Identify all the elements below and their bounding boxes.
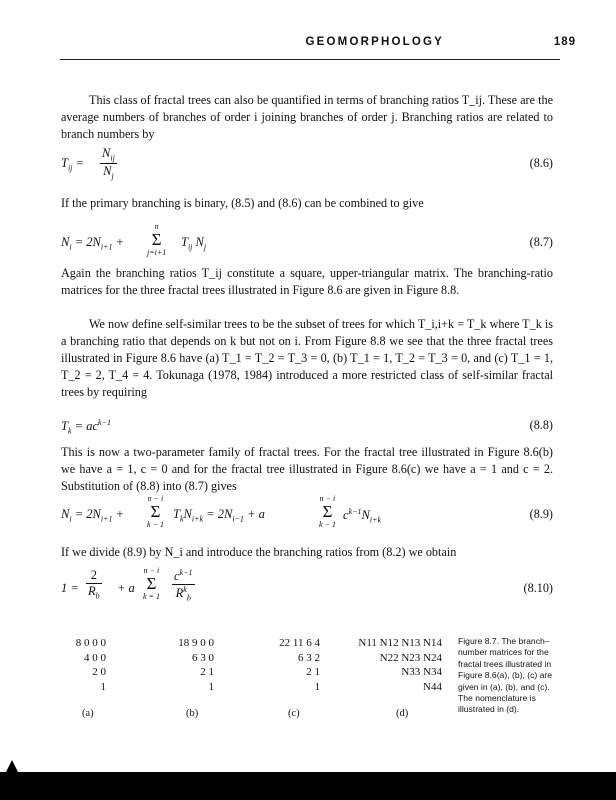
sum-lower-limit: k = 1 (143, 592, 160, 601)
sum-upper-limit: n − i (319, 494, 336, 503)
sum-upper-limit: n (154, 222, 159, 231)
matrix-row: 4 0 0 (84, 651, 106, 664)
sum-lower-limit: k − 1 (319, 520, 336, 529)
paragraph-4: We now define self-similar trees to be the subset of trees for which T_i,i+k = T_k where T_k is a branching ratio that depends on k but not on i. From Figure 8.8 we see that the three fractal trees illustrated in Figure 8.6 have (a) T_1 = T_2 = T_3 = 0, (b) T_1 = 1, T_2 = T_3 = 0, and (c) T_1 = 1, T_2 = 2, T_4 = 4. Tokunaga (1978, 1984) introduced a more restricted class of self-similar fractal trees by requiring (61, 317, 553, 399)
equation-number: (8.8) (529, 418, 553, 432)
matrix-a-label: (a) (82, 708, 94, 719)
matrix-row: 6 3 0 (192, 651, 214, 664)
matrix-row: 2 0 (92, 666, 106, 678)
paragraph-6: If we divide (8.9) by N_i and introduce the branching ratios from (8.2) we obtain (61, 545, 457, 559)
matrix-row: 2 1 (306, 666, 320, 678)
branch-number-matrices (60, 636, 460, 736)
equation-8-10: 1 = $\frac{2}{R_b}$ + a n − i Σ k = 1 $c^{k-1}$ $R^k_b$ (8.10) (61, 566, 553, 603)
matrix-d (350, 636, 442, 694)
matrix-d-label: (d) (396, 708, 409, 719)
header-rule (60, 59, 560, 60)
matrix-row: N33 N34 (401, 666, 442, 678)
matrix-row: 6 3 2 (298, 651, 320, 664)
equation-number: (8.9) (529, 507, 553, 521)
sum-lower-limit: k − 1 (147, 520, 164, 529)
matrix-row: 1 (314, 680, 320, 693)
matrix-row: N22 N23 N24 (379, 651, 442, 664)
equation-number: (8.7) (529, 235, 553, 249)
page-bottom-edge (0, 772, 616, 800)
figure-caption: Figure 8.7. The branch–number matrices for the fractal trees illustrated in Figure 8.6(a), (b), (c) are given in (a), (b), and (c). The nomenclature is illustrated in (d). (458, 636, 553, 715)
corner-mark (6, 760, 18, 772)
matrix-row: 2 1 (200, 666, 214, 678)
paragraph-5: This is now a two-parameter family of fractal trees. For the fractal tree illustrated in Figure 8.6(b) we have a = 1, c = 0 and for the fractal tree illustrated in Figure 8.6(c) we have a = 1 and c = 2. Substitution of (8.8) into (8.7) gives (61, 445, 553, 493)
matrix-a (70, 636, 106, 694)
page-number: 189 (553, 36, 576, 48)
equation-8-9: $N_i = 2N_{i+1}$ + n − i Σ k − 1 $T_kN_{i+k} = 2N_{i-1} + a$ n − i Σ k − 1 $c^{k-1}N_{i+k}$ (8.9) (61, 494, 553, 529)
matrix-row: N11 N12 N13 N14 (358, 637, 442, 649)
equation-number: (8.10) (523, 581, 553, 595)
matrix-b (164, 636, 214, 694)
equation-8-7: $N_i = 2N_{i+1}$ + n Σ j=i+1 $T_{ij}$ $N_j$ (8.7) (61, 222, 553, 257)
sum-lower-limit: j=i+1 (147, 248, 167, 257)
paragraph-2: If the primary branching is binary, (8.5) and (8.6) can be combined to give (61, 196, 424, 210)
matrix-c (258, 636, 320, 694)
equation-8-8: $T_k = ac^{k-1}$ (8.8) (61, 418, 553, 436)
matrix-row: 22 11 6 4 (279, 637, 320, 649)
sum-upper-limit: n − i (147, 494, 164, 503)
matrix-row: 1 (100, 680, 106, 693)
matrix-c-label: (c) (288, 708, 300, 719)
matrix-row: 18 9 0 0 (178, 637, 214, 649)
paragraph-3: Again the branching ratios T_ij constitute a square, upper-triangular matrix. The branching-ratio matrices for the three fractal trees illustrated in Figure 8.6 are given in Figure 8.8. (61, 266, 553, 297)
page-header (0, 32, 616, 54)
matrix-row: N44 (423, 680, 442, 693)
paragraph-1: This class of fractal trees can also be quantified in terms of branching ratios T_ij. These are the average numbers of branches of order i joining branches of order j. Branching ratios are related to branch numbers by (61, 93, 553, 141)
equation-8-6: $T_{ij}$ = $N_{ij}$ $N_j$ (8.6) (61, 146, 553, 180)
equation-number: (8.6) (529, 156, 553, 170)
sum-upper-limit: n − i (143, 566, 160, 575)
matrix-row: 1 (208, 680, 214, 693)
running-head: GEOMORPHOLOGY (305, 36, 444, 48)
matrix-b-label: (b) (186, 708, 199, 719)
matrix-row: 8 0 0 0 (75, 637, 106, 649)
